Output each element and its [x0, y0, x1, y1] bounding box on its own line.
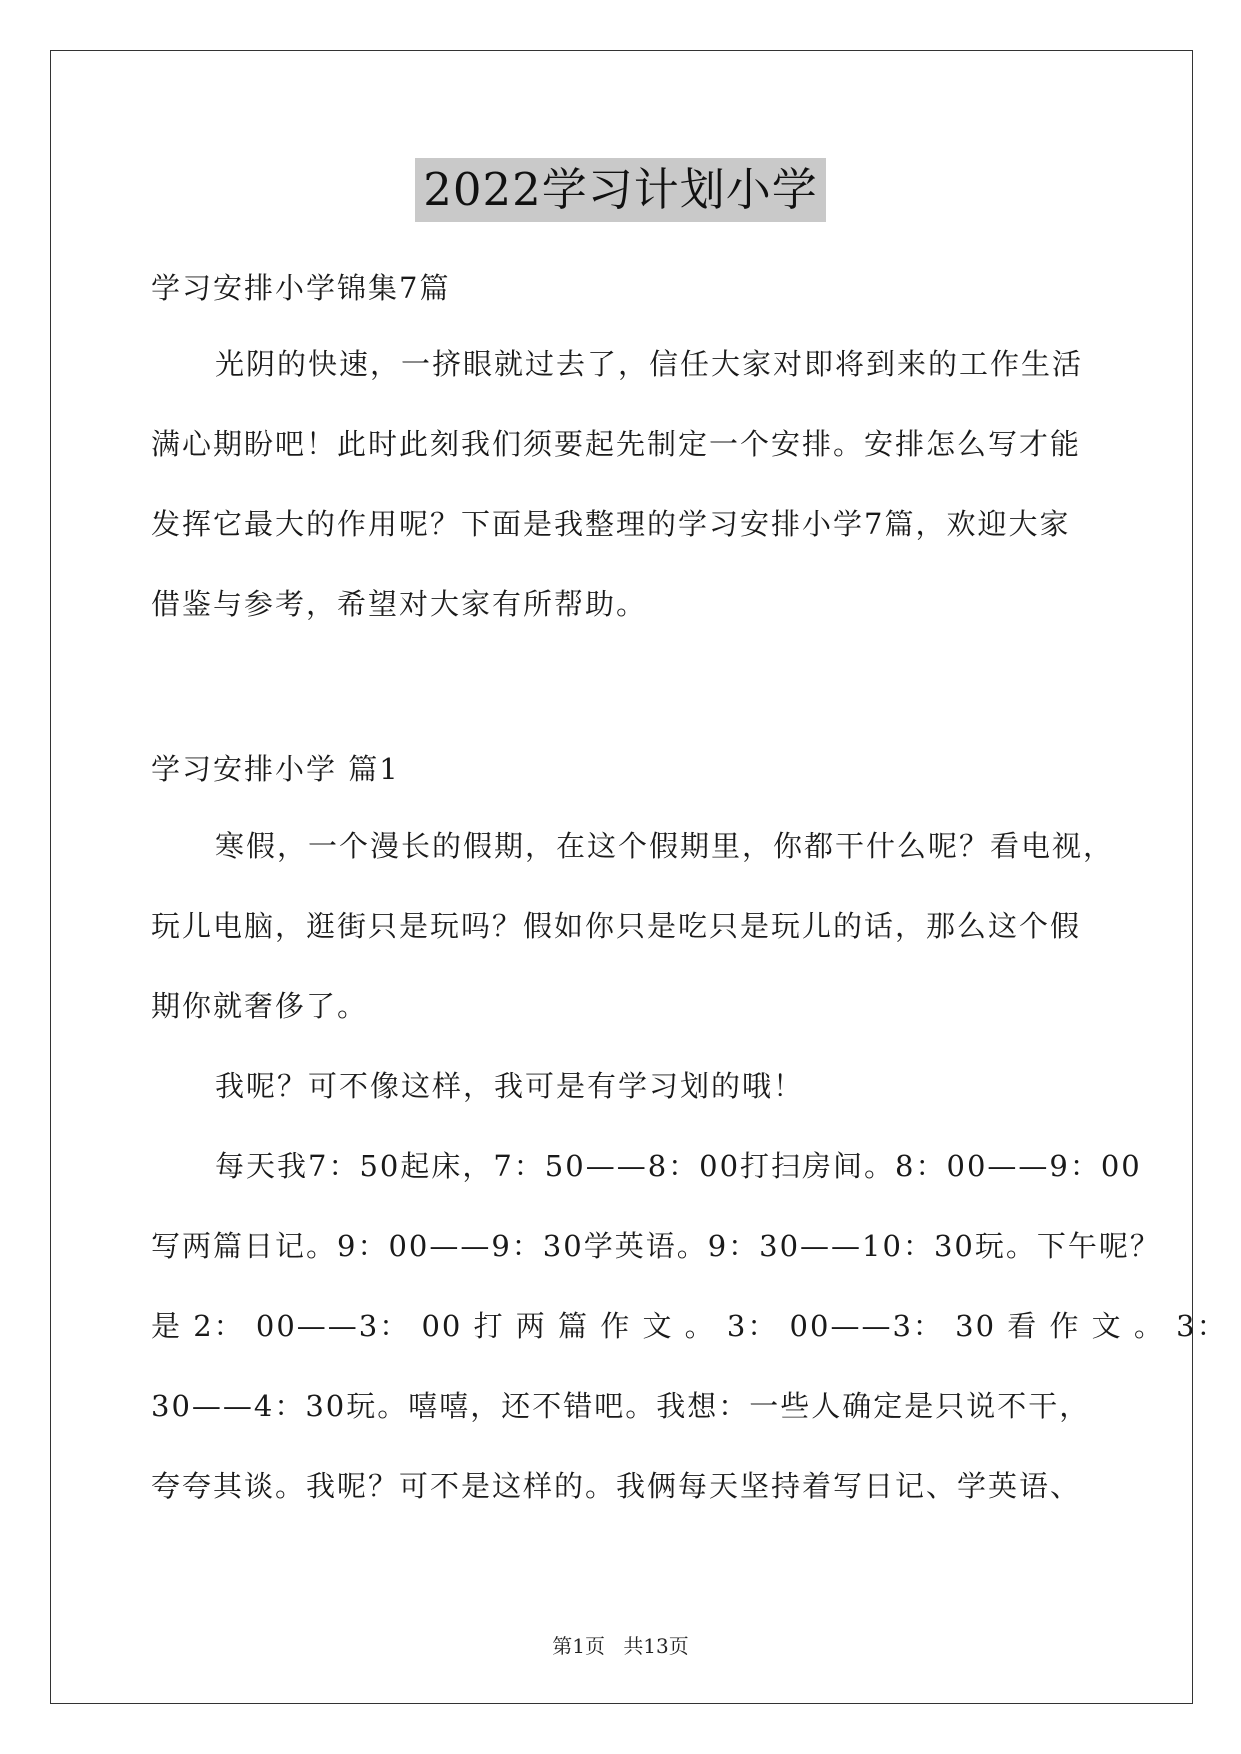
paragraph-line: 发挥它最大的作用呢？下面是我整理的学习安排小学7篇，欢迎大家	[151, 507, 1071, 541]
paragraph-line: 玩儿电脑，逛街只是玩吗？假如你只是吃只是玩儿的话，那么这个假	[151, 909, 1082, 943]
page-footer	[0, 1630, 1241, 1659]
paragraph-line: 借鉴与参考，希望对大家有所帮助。	[151, 587, 648, 621]
page-number: 第1页	[552, 1634, 605, 1658]
paragraph-line: 每天我7：50起床，7：50——8：00打扫房间。8：00——9：00	[215, 1149, 1142, 1183]
paragraph-line: 夸夸其谈。我呢？可不是这样的。我俩每天坚持着写日记、学英语、	[151, 1469, 1082, 1503]
paragraph-line: 写两篇日记。9：00——9：30学英语。9：30——10：30玩。下午呢？	[151, 1229, 1161, 1263]
subtitle-line: 学习安排小学锦集7篇	[151, 271, 451, 305]
paragraph-line: 光阴的快速，一挤眼就过去了，信任大家对即将到来的工作生活	[215, 347, 1084, 381]
document-title: 2022学习计划小学	[415, 158, 826, 222]
paragraph-line: 寒假，一个漫长的假期，在这个假期里，你都干什么呢？看电视，	[215, 829, 1115, 863]
page-total: 共13页	[623, 1634, 689, 1658]
paragraph-line: 期你就奢侈了。	[151, 989, 369, 1023]
paragraph-line: 30——4：30玩。嘻嘻，还不错吧。我想：一些人确定是只说不干，	[151, 1389, 1091, 1423]
title-container	[0, 158, 1241, 222]
paragraph-line: 是 2： 00——3： 00 打 两 篇 作 文 。 3： 00——3： 30 看 作 文 。 3：	[151, 1309, 1228, 1343]
section-heading: 学习安排小学 篇1	[151, 752, 400, 786]
paragraph-line: 满心期盼吧！此时此刻我们须要起先制定一个安排。安排怎么写才能	[151, 427, 1082, 461]
paragraph-line: 我呢？可不像这样，我可是有学习划的哦！	[215, 1069, 805, 1103]
